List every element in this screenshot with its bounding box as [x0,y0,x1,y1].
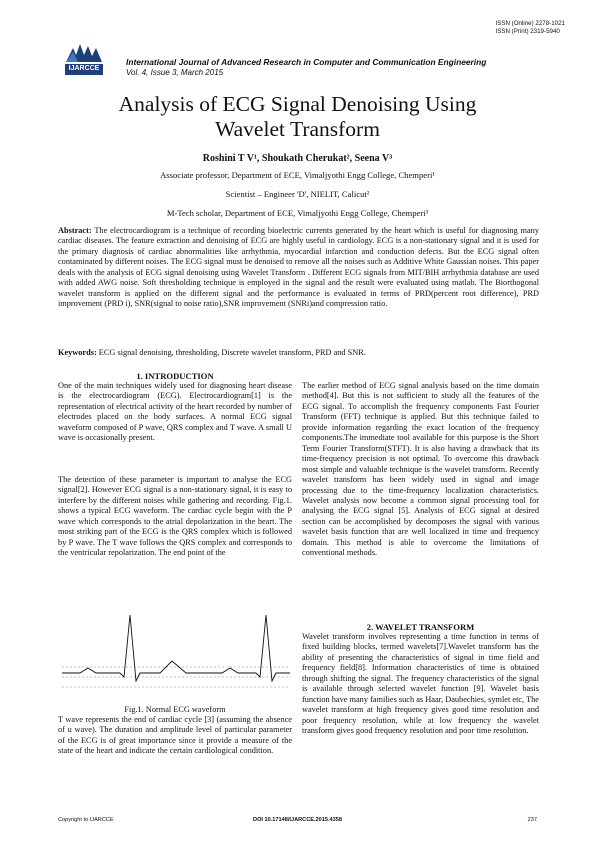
affiliation-3: M-Tech scholar, Department of ECE, Vimaljyothi Engg College, Chemperi³ [166,208,429,218]
title-line-2: Wavelet Transform [215,117,380,141]
paper-title [40,92,555,142]
title-line-1: Analysis of ECG Signal Denoising Using [118,92,477,116]
abstract-text: The electrocardiogram is a technique of recording bioelectric currents generated by the heart which is useful for diagnosing many cardiac diseases. The feature extraction and denoising of ECG are highly useful in cardiology. ECG is a non-stationary signal and it is used for the primary diagnosis of cardiac abnormalities like arrhythmia, myocardial infarction and conduction defects. But the ECG signal often contaminated by different noises. The ECG signal must be denoised to remove all the noises such as Additive White Gaussian noises. This paper deals with the analysis of ECG signal denoising using Wavelet Transform . Different ECG signals from MIT/BIH arrhythmia database are used with added AWG noise. Soft thresholding technique is employed in the signal and the result were evaluated using matlab. The Biorthogonal wavelet transform is applied on the different signal and the performance is evaluated in terms of PRD(percent root difference), PRD improvement (PRD i), SNR(signal to noise ratio),SNR improvement (SNRi)and compression ratio. [58,226,539,309]
logo-text: IJARCCE [68,65,100,72]
intro-paragraph-2: The detection of these parameter is important to analyse the ECG signal[2]. However ECG signal is a non-stationary signal, it is easy to interfere by the different noises while gathering and recording. Fig.1. shows a typical ECG waveform. The cardiac cycle begin with the P wave which corresponds to the atrial depolarization in the heart. The most striking part of the ECG is the QRS complex which is followed by P wave. The T wave follows the QRS complex and corresponds to the ventricular repolarization. The end point of the [58,475,292,558]
intro-paragraph-1: One of the main techniques widely used for diagnosing heart disease is the electrocardiogram (ECG). Electrocardiogram[1] is the representation of electrical activity of the heart recorded by number of electrodes placed on the body surfaces. A normal ECG signal waveform composed of P wave, QRS complex and T wave. A small U wave is occasionally present. [58,381,292,443]
abstract [58,226,539,310]
intro-heading: 1. INTRODUCTION [136,371,214,381]
right-paragraph-1: The earlier method of ECG signal analysis based on the time domain method[4]. But this is not sufficient to study all the features of the ECG signal. To accomplish the frequency components Fast Fourier Transform (FFT) technique is applied. But this technique failed to provide information regarding the exact location of the frequency components.The immediate tool available for this purpose is the Short Term Fourier Transform(STFT). It is also having a drawback that its time-frequency precision is not optimal. To overcome this drawback most simple and valuable technique is the wavelet transform. Recently wavelet transform has been widely used in signal and image processing due to the time-frequency localization characteristics. Wavelet analysis now become a common signal processing tool for analysing the ECG signal [5]. Analysis of ECG signal at desired section can be accomplished by decomposes the signal with various wavelet basis function that are well localized in time and frequency domain. This method is able to overcome the limitations of conventional methods. [302,381,539,558]
affiliation-2: Scientist – Engineer 'D', NIELIT, Calicut² [225,189,370,199]
wavelet-heading: 2. WAVELET TRANSFORM [366,622,475,632]
right-paragraph-2: Wavelet transform involves representing a time function in terms of fixed building blocks, termed wavelets[7].Wavelet transform has the ability of presenting the characteristics of signal in time field and frequency field[8]. Information characteristics of time is obtained through shifting the signal. The frequency characteristics of the signal is available through selected wavelet function [9]. Wavelet basis function have many families such as Haar, Daubechies, symlet etc, The wavelet transform at high frequency gives good time resolution and poor frequency resolution, while at low frequency the wavelet transform gives good frequency resolution and poor time resolution. [302,632,539,736]
abstract-label: Abstract: [58,226,92,235]
footer-doi: DOI 10.17148/IJARCCE.2015.4358 [253,817,342,823]
issn-print: ISSN (Print) 2319-5940 [495,28,560,35]
authors: Roshini T V¹, Shoukath Cherukat², Seena V³ [202,153,393,164]
figure-caption: Fig.1. Normal ECG waveform [124,705,226,714]
ecg-figure [60,607,292,701]
issn-block [496,20,565,36]
keywords-text: ECG signal denoising, thresholding, Discrete wavelet transform, PRD and SNR. [98,348,366,357]
journal-volume: Vol. 4, Issue 3, March 2015 [126,68,224,77]
affiliation-1: Associate professor, Department of ECE, Vimaljyothi Engg College, Chemperi¹ [160,170,435,180]
journal-name: International Journal of Advanced Research in Computer and Communication Engineering [126,57,487,67]
footer-copyright: Copyright to IJARCCE [58,817,114,823]
keywords [58,348,539,357]
footer-page-number: 237 [527,817,537,823]
keywords-label: Keywords: [58,348,97,357]
intro-paragraph-3: T wave represents the end of cardiac cycle [3] (assuming the absence of u wave). The duration and amplitude level of particular parameter of the ECG is of great importance since it provide a measure of the state of the heart and indicate the certain cardiological condition. [58,715,292,756]
journal-logo [64,42,104,76]
issn-online: ISSN (Online) 2278-1021 [495,20,565,27]
